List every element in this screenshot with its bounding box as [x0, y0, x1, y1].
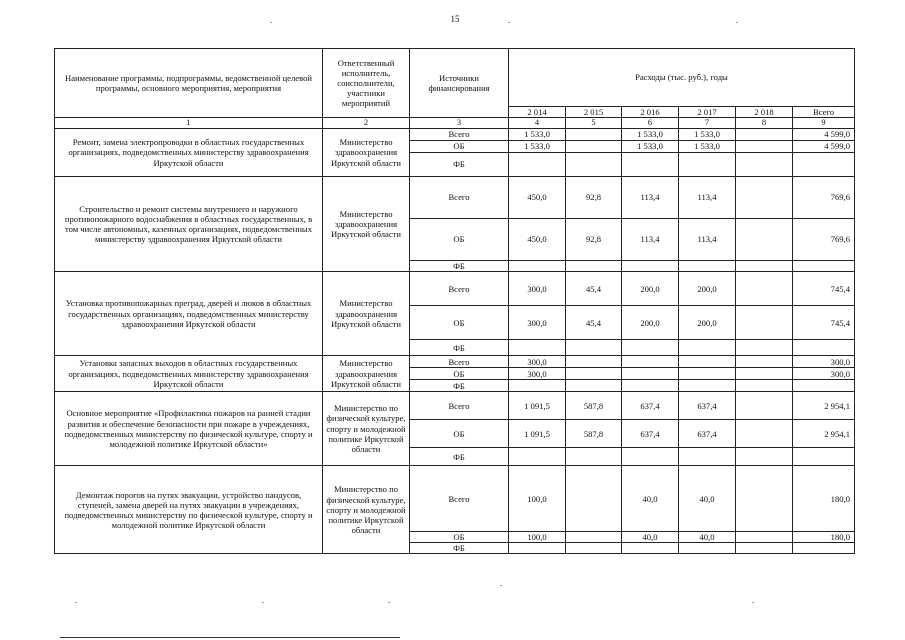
- year-2016: 2 016: [622, 107, 679, 118]
- year-value: 1 533,0: [679, 141, 736, 153]
- scan-speck: [262, 602, 264, 603]
- column-number: 3: [410, 118, 509, 129]
- responsible-executor: Министерство по физической культуре, спорту и молодежной политике Иркутской области: [323, 392, 410, 466]
- year-value: 200,0: [679, 306, 736, 340]
- year-value: [566, 448, 622, 466]
- year-value: [736, 177, 793, 219]
- year-value: [679, 261, 736, 272]
- year-value: 637,4: [679, 392, 736, 420]
- header-row: [55, 49, 855, 107]
- funding-source: ОБ: [410, 141, 509, 153]
- total-value: 769,6: [793, 177, 855, 219]
- funding-source: ФБ: [410, 380, 509, 392]
- scan-speck: [500, 585, 502, 586]
- year-value: [736, 219, 793, 261]
- year-value: [566, 380, 622, 392]
- year-value: [566, 153, 622, 177]
- year-value: [509, 448, 566, 466]
- year-value: [566, 543, 622, 554]
- funding-source: ФБ: [410, 543, 509, 554]
- scan-speck: [388, 602, 390, 603]
- measure-name: Ремонт, замена электропроводки в областных государственных организациях, подведомственных министерству здравоохранения Иркутской области: [55, 129, 323, 177]
- year-value: [622, 356, 679, 368]
- table-row: [55, 129, 855, 141]
- scan-speck: [736, 22, 738, 23]
- year-value: [679, 356, 736, 368]
- funding-source: Всего: [410, 272, 509, 306]
- year-value: [509, 261, 566, 272]
- header-sources: Источники финансирования: [410, 49, 509, 118]
- total-value: 4 599,0: [793, 129, 855, 141]
- year-value: 100,0: [509, 466, 566, 532]
- table-row: [55, 392, 855, 420]
- responsible-executor: Министерство здравоохранения Иркутской области: [323, 272, 410, 356]
- year-value: [679, 543, 736, 554]
- year-value: 113,4: [679, 177, 736, 219]
- year-value: 92,8: [566, 177, 622, 219]
- year-value: [736, 368, 793, 380]
- year-value: [736, 380, 793, 392]
- year-value: [736, 340, 793, 356]
- funding-source: ОБ: [410, 368, 509, 380]
- year-value: 113,4: [679, 219, 736, 261]
- year-value: [736, 532, 793, 543]
- year-value: [736, 306, 793, 340]
- year-value: 637,4: [622, 392, 679, 420]
- year-value: [679, 368, 736, 380]
- total-value: [793, 153, 855, 177]
- responsible-executor: Министерство здравоохранения Иркутской области: [323, 177, 410, 272]
- total-value: [793, 261, 855, 272]
- funding-source: ФБ: [410, 261, 509, 272]
- year-2015: 2 015: [566, 107, 622, 118]
- year-value: 1 091,5: [509, 392, 566, 420]
- scan-speck: [270, 22, 272, 23]
- total-value: 180,0: [793, 466, 855, 532]
- year-value: [736, 420, 793, 448]
- measure-name: Установка противопожарных преград, дверей и люков в областных государственных организациях, подведомственных министерству здравоохранения Иркутской области: [55, 272, 323, 356]
- year-value: [622, 368, 679, 380]
- year-value: 45,4: [566, 272, 622, 306]
- year-value: [679, 340, 736, 356]
- year-value: [622, 153, 679, 177]
- year-value: [736, 543, 793, 554]
- year-value: [736, 448, 793, 466]
- year-value: 40,0: [622, 532, 679, 543]
- column-number: 2: [323, 118, 410, 129]
- year-value: 637,4: [622, 420, 679, 448]
- column-number: 5: [566, 118, 622, 129]
- responsible-executor: Министерство по физической культуре, спорту и молодежной политике Иркутской области: [323, 466, 410, 554]
- total-value: 300,0: [793, 356, 855, 368]
- year-2014: 2 014: [509, 107, 566, 118]
- measure-name: Демонтаж порогов на путях эвакуации, устройство пандусов, ступеней, замена дверей на путях эвакуации в учреждениях, подведомственных министерству по физической культуре, спорту и молодежной политике Иркутской области: [55, 466, 323, 554]
- year-value: 200,0: [679, 272, 736, 306]
- table-row: [55, 177, 855, 219]
- year-value: [509, 380, 566, 392]
- funding-source: Всего: [410, 177, 509, 219]
- funding-source: Всего: [410, 392, 509, 420]
- year-value: 300,0: [509, 356, 566, 368]
- year-value: 1 533,0: [679, 129, 736, 141]
- column-number: 9: [793, 118, 855, 129]
- scan-edge-line: [60, 637, 400, 638]
- year-value: [622, 380, 679, 392]
- total-value: 4 599,0: [793, 141, 855, 153]
- year-value: 587,8: [566, 420, 622, 448]
- column-number: 7: [679, 118, 736, 129]
- total-value: [793, 340, 855, 356]
- year-value: [566, 356, 622, 368]
- total-value: 745,4: [793, 272, 855, 306]
- year-value: [736, 129, 793, 141]
- column-numbers-row: [55, 118, 855, 129]
- year-value: [736, 141, 793, 153]
- year-value: [736, 356, 793, 368]
- year-value: [736, 153, 793, 177]
- year-value: 587,8: [566, 392, 622, 420]
- funding-source: ОБ: [410, 532, 509, 543]
- funding-source: ОБ: [410, 420, 509, 448]
- scan-speck: [752, 602, 754, 603]
- year-value: [736, 392, 793, 420]
- budget-table: [54, 48, 855, 554]
- year-value: [679, 380, 736, 392]
- year-value: [566, 340, 622, 356]
- year-value: 1 533,0: [622, 129, 679, 141]
- year-value: [509, 340, 566, 356]
- year-value: [679, 448, 736, 466]
- header-expenses: Расходы (тыс. руб.), годы: [509, 49, 855, 107]
- year-value: [566, 141, 622, 153]
- year-value: 300,0: [509, 272, 566, 306]
- year-value: 40,0: [679, 466, 736, 532]
- total-value: 300,0: [793, 368, 855, 380]
- funding-source: ОБ: [410, 219, 509, 261]
- measure-name: Строительство и ремонт системы внутреннего и наружного противопожарного водоснабжения в областных государственных, в том числе автономных, казенных организациях, подведомственных министерству здравоохранения Иркутской области: [55, 177, 323, 272]
- table-row: [55, 272, 855, 306]
- year-value: [622, 261, 679, 272]
- year-value: [566, 532, 622, 543]
- column-number: 1: [55, 118, 323, 129]
- page-number: 15: [450, 14, 460, 24]
- table-row: [55, 356, 855, 368]
- measure-name: Установка запасных выходов в областных государственных организациях, подведомственных министерству здравоохранения Иркутской области: [55, 356, 323, 392]
- total-value: [793, 380, 855, 392]
- total-value: 2 954,1: [793, 420, 855, 448]
- year-2017: 2 017: [679, 107, 736, 118]
- total-value: 2 954,1: [793, 392, 855, 420]
- funding-source: ОБ: [410, 306, 509, 340]
- scan-speck: [75, 602, 77, 603]
- header-name: Наименование программы, подпрограммы, ведомственной целевой программы, основного мероприятия, мероприятия: [55, 49, 323, 118]
- year-value: [736, 261, 793, 272]
- funding-source: ФБ: [410, 340, 509, 356]
- funding-source: Всего: [410, 356, 509, 368]
- year-total: Всего: [793, 107, 855, 118]
- year-value: [509, 543, 566, 554]
- year-value: 113,4: [622, 177, 679, 219]
- column-number: 6: [622, 118, 679, 129]
- total-value: 180,0: [793, 532, 855, 543]
- year-value: 1 533,0: [622, 141, 679, 153]
- year-value: [566, 368, 622, 380]
- year-value: 450,0: [509, 177, 566, 219]
- funding-source: ФБ: [410, 153, 509, 177]
- total-value: [793, 543, 855, 554]
- year-value: [622, 543, 679, 554]
- total-value: 745,4: [793, 306, 855, 340]
- year-value: [736, 272, 793, 306]
- column-number: 4: [509, 118, 566, 129]
- year-value: 92,8: [566, 219, 622, 261]
- year-value: 300,0: [509, 368, 566, 380]
- total-value: 769,6: [793, 219, 855, 261]
- funding-source: ФБ: [410, 448, 509, 466]
- year-value: [736, 466, 793, 532]
- responsible-executor: Министерство здравоохранения Иркутской области: [323, 129, 410, 177]
- year-value: 1 533,0: [509, 141, 566, 153]
- year-value: [622, 448, 679, 466]
- year-value: 40,0: [679, 532, 736, 543]
- year-value: 1 533,0: [509, 129, 566, 141]
- year-value: [509, 153, 566, 177]
- year-2018: 2 018: [736, 107, 793, 118]
- year-value: 1 091,5: [509, 420, 566, 448]
- column-number: 8: [736, 118, 793, 129]
- year-value: 45,4: [566, 306, 622, 340]
- funding-source: Всего: [410, 466, 509, 532]
- year-value: [679, 153, 736, 177]
- year-value: 200,0: [622, 306, 679, 340]
- funding-source: Всего: [410, 129, 509, 141]
- table-row: [55, 466, 855, 532]
- measure-name: Основное мероприятие «Профилактика пожаров на ранней стадии развития и обеспечение безопасности при пожаре в учреждениях, подведомственных министерству по физической культуре, спорту и молодежной политике Иркутской области»: [55, 392, 323, 466]
- year-value: [566, 466, 622, 532]
- year-value: 100,0: [509, 532, 566, 543]
- year-value: [566, 129, 622, 141]
- year-value: 200,0: [622, 272, 679, 306]
- year-value: 113,4: [622, 219, 679, 261]
- scan-speck: [508, 22, 510, 23]
- year-value: [622, 340, 679, 356]
- year-value: 300,0: [509, 306, 566, 340]
- responsible-executor: Министерство здравоохранения Иркутской области: [323, 356, 410, 392]
- year-value: [566, 261, 622, 272]
- year-value: 450,0: [509, 219, 566, 261]
- header-responsible: Ответственный исполнитель, соисполнители, участники мероприятий: [323, 49, 410, 118]
- year-value: 40,0: [622, 466, 679, 532]
- total-value: [793, 448, 855, 466]
- year-value: 637,4: [679, 420, 736, 448]
